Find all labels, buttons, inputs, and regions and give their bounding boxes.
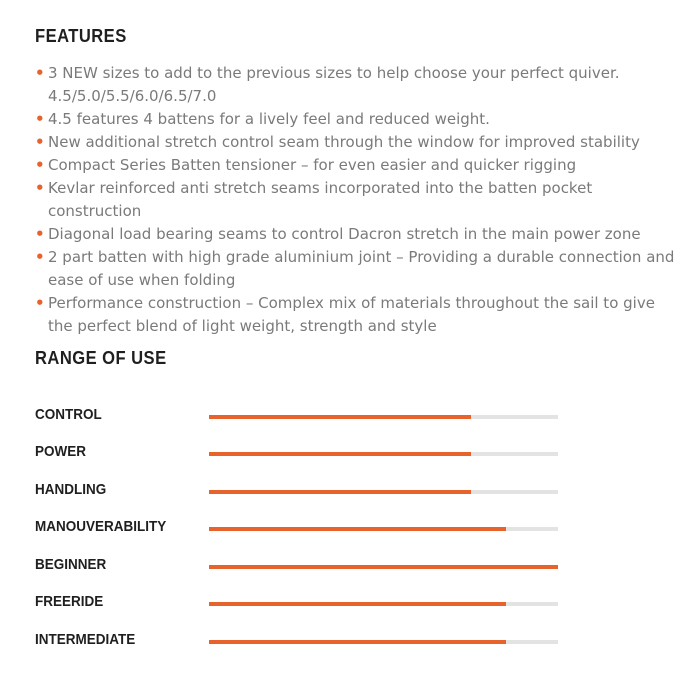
bullet-icon: • [35, 156, 45, 174]
bullet-icon: • [35, 110, 45, 128]
range-track [209, 640, 558, 644]
bullet-icon: • [35, 133, 45, 151]
feature-item [35, 292, 675, 338]
range-label: INTERMEDIATE [35, 631, 136, 648]
range-row-control [35, 406, 595, 426]
range-fill [209, 527, 506, 531]
range-fill [209, 640, 506, 644]
range-fill [209, 602, 506, 606]
range-label: MANOUVERABILITY [35, 518, 167, 535]
feature-item [35, 246, 675, 292]
range-of-use-heading: RANGE OF USE [35, 348, 167, 368]
range-label: HANDLING [35, 481, 107, 498]
range-fill [209, 415, 471, 419]
feature-item [35, 223, 675, 246]
bullet-icon: • [35, 64, 45, 82]
features-list [35, 62, 675, 338]
range-row-handling [35, 481, 595, 501]
features-heading: FEATURES [35, 26, 127, 46]
bullet-icon: • [35, 248, 45, 266]
range-fill [209, 452, 471, 456]
range-track [209, 415, 558, 419]
feature-text: New additional stretch control seam through the window for improved stability [48, 133, 640, 151]
range-fill [209, 565, 558, 569]
bullet-icon: • [35, 225, 45, 243]
feature-text: Kevlar reinforced anti stretch seams incorporated into the batten pocket construction [48, 179, 593, 220]
range-label: CONTROL [35, 406, 102, 423]
feature-item [35, 62, 675, 108]
feature-text: 4.5 features 4 battens for a lively feel and reduced weight. [48, 110, 490, 128]
feature-text: 3 NEW sizes to add to the previous sizes to help choose your perfect quiver. 4.5/5.0/5.5/6.0/6.5/7.0 [48, 64, 620, 105]
feature-text: Performance construction – Complex mix of materials throughout the sail to give the perfect blend of light weight, strength and style [48, 294, 655, 335]
range-track [209, 602, 558, 606]
range-track [209, 565, 558, 569]
range-row-beginner [35, 556, 595, 576]
feature-text: Diagonal load bearing seams to control Dacron stretch in the main power zone [48, 225, 641, 243]
feature-text: 2 part batten with high grade aluminium joint – Providing a durable connection and ease of use when folding [48, 248, 675, 289]
range-label: FREERIDE [35, 593, 104, 610]
range-row-freeride [35, 593, 595, 613]
bullet-icon: • [35, 179, 45, 197]
feature-item [35, 108, 675, 131]
range-row-power [35, 443, 595, 463]
range-row-intermediate [35, 631, 595, 651]
feature-item [35, 177, 675, 223]
range-fill [209, 490, 471, 494]
feature-item [35, 131, 675, 154]
range-row-manouverability [35, 518, 595, 538]
range-label: BEGINNER [35, 556, 107, 573]
range-track [209, 490, 558, 494]
range-track [209, 527, 558, 531]
bullet-icon: • [35, 294, 45, 312]
range-track [209, 452, 558, 456]
range-label: POWER [35, 443, 87, 460]
feature-item [35, 154, 675, 177]
feature-text: Compact Series Batten tensioner – for even easier and quicker rigging [48, 156, 577, 174]
